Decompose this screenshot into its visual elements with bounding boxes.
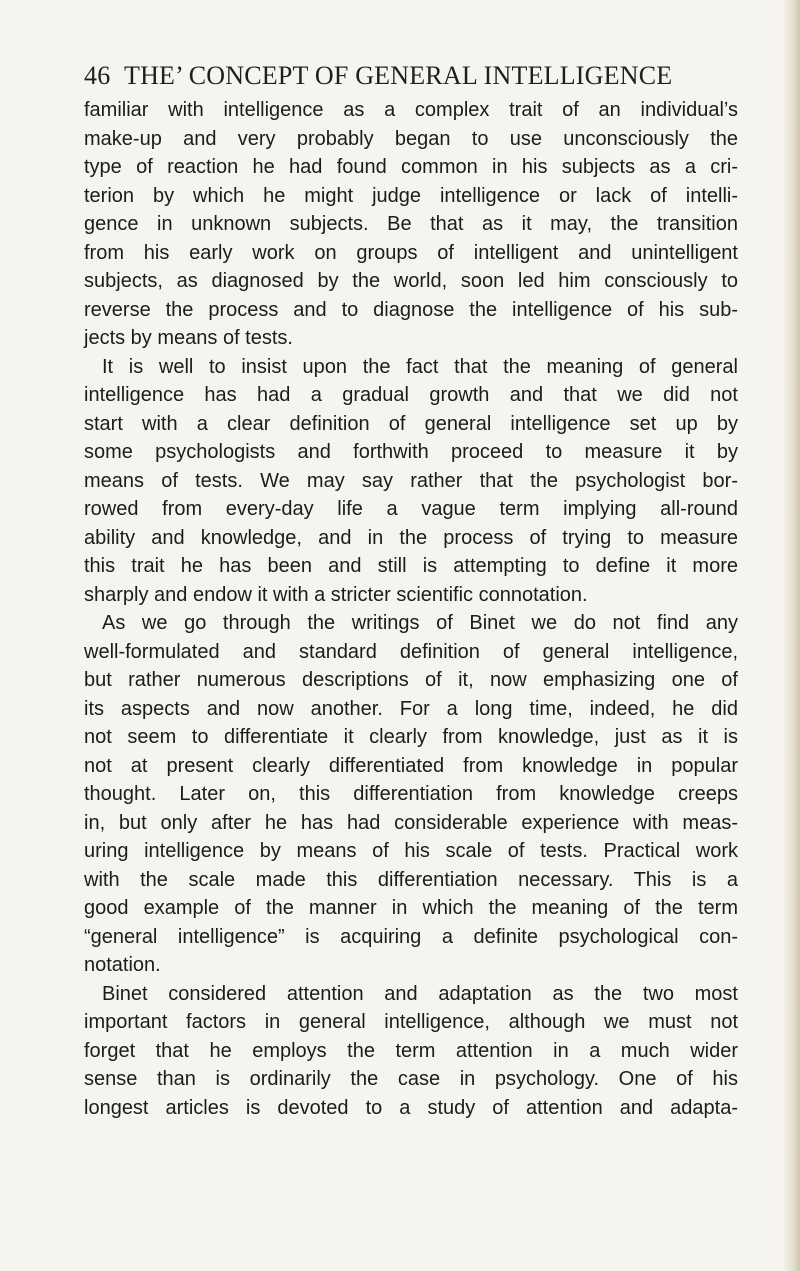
text-line: but rather numerous descriptions of it, now emphasizing one of: [84, 669, 738, 691]
paragraph-first-line: As we go through the writings of Binet we do not find any: [102, 612, 738, 634]
text-line: from his early work on groups of intelligent and unintelligent: [84, 241, 738, 264]
running-title: THE’ CONCEPT OF GENERAL INTELLIGENCE: [124, 61, 673, 90]
text-line: well-formulated and standard definition of general intelligence,: [84, 640, 738, 663]
text-line: thought. Later on, this differentiation from knowledge creeps: [84, 783, 738, 805]
text-line: type of reaction he had found common in his subjects as a cri-: [84, 156, 738, 178]
text-line: reverse the process and to diagnose the intelligence of his sub-: [84, 298, 738, 321]
text-line: sense than is ordinarily the case in psychology. One of his: [84, 1068, 738, 1090]
text-line: familiar with intelligence as a complex trait of an individual’s: [84, 99, 738, 121]
text-line: not seem to differentiate it clearly from knowledge, just as it is: [84, 726, 738, 748]
text-line: terion by which he might judge intelligence or lack of intelli-: [84, 184, 738, 207]
text-line: its aspects and now another. For a long time, indeed, he did: [84, 697, 738, 720]
running-head: [84, 58, 734, 94]
text-line: jects by means of tests.: [84, 327, 293, 349]
text-line: ability and knowledge, and in the process of trying to measure: [84, 526, 738, 549]
page-number: 46: [84, 61, 111, 90]
text-line: “general intelligence” is acquiring a definite psychological con-: [84, 925, 738, 948]
text-line: start with a clear definition of general intelligence set up by: [84, 412, 738, 435]
text-line: notation.: [84, 954, 161, 976]
text-line: forget that he employs the term attention in a much wider: [84, 1039, 738, 1062]
body-text: [84, 96, 738, 1122]
text-line: gence in unknown subjects. Be that as it may, the transition: [84, 213, 738, 235]
text-line: not at present clearly differentiated from knowledge in popular: [84, 754, 738, 777]
text-line: make-up and very probably began to use unconsciously the: [84, 127, 738, 150]
text-line: in, but only after he has had considerable experience with meas-: [84, 811, 738, 834]
text-line: good example of the manner in which the meaning of the term: [84, 897, 738, 919]
text-line: some psychologists and forthwith proceed to measure it by: [84, 441, 738, 463]
text-line: longest articles is devoted to a study of attention and adapta-: [84, 1096, 738, 1119]
text-line: with the scale made this differentiation necessary. This is a: [84, 868, 738, 891]
text-line: sharply and endow it with a stricter scientific connotation.: [84, 583, 588, 606]
text-line: uring intelligence by means of his scale of tests. Practical work: [84, 840, 738, 862]
paragraph-first-line: Binet considered attention and adaptation as the two most: [102, 982, 738, 1005]
text-line: intelligence has had a gradual growth and that we did not: [84, 384, 738, 406]
text-line: means of tests. We may say rather that the psychologist bor-: [84, 469, 738, 492]
paragraph-first-line: It is well to insist upon the fact that the meaning of general: [102, 355, 738, 378]
page-edge-shadow: [782, 0, 800, 1271]
text-line: important factors in general intelligence, although we must not: [84, 1011, 738, 1033]
text-line: this trait he has been and still is attempting to define it more: [84, 555, 738, 577]
text-line: rowed from every-day life a vague term implying all-round: [84, 498, 738, 520]
text-line: subjects, as diagnosed by the world, soon led him consciously to: [84, 270, 738, 292]
